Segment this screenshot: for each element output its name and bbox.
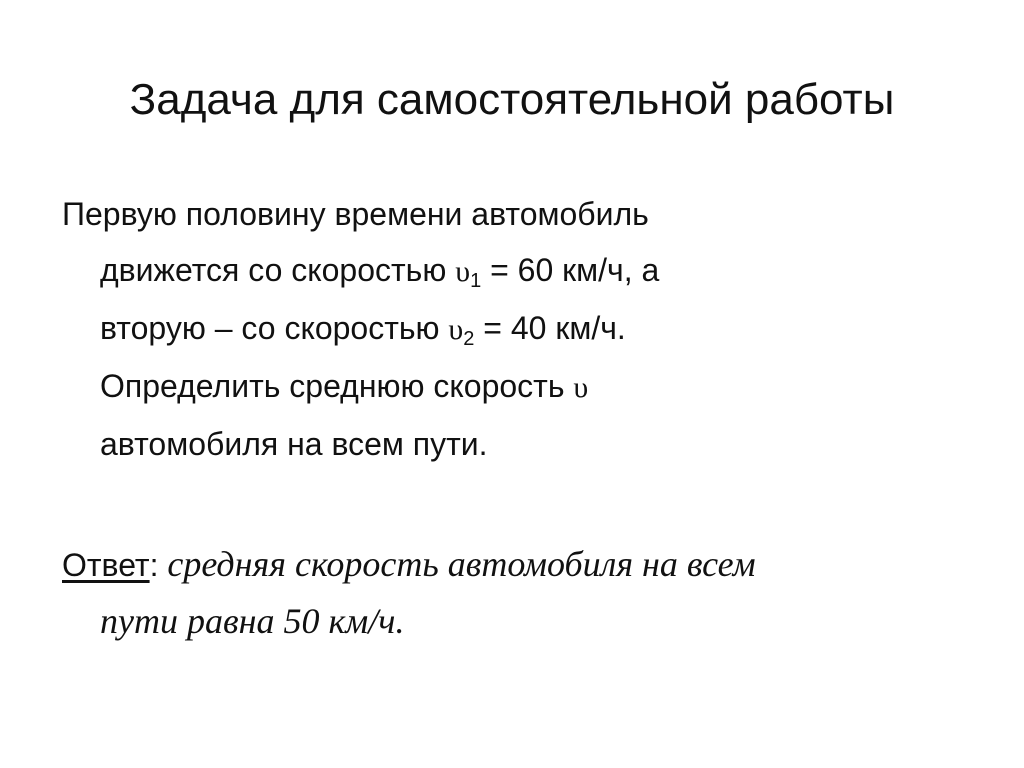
velocity-symbol-v1: υ [455, 255, 471, 288]
problem-line-1-text: Первую половину времени автомобиль [62, 196, 649, 232]
answer-text-line-1: средняя скорость автомобиля на всем [167, 544, 756, 584]
answer-label: Ответ [62, 547, 150, 583]
answer-block [62, 536, 962, 650]
problem-line-3 [62, 300, 962, 358]
problem-line-1 [62, 186, 962, 242]
problem-line-2 [62, 242, 962, 300]
problem-line-3-value: = 40 км/ч. [474, 310, 626, 346]
slide-title: Задача для самостоятельной работы [129, 75, 895, 124]
answer-line-2 [62, 593, 962, 650]
problem-line-5 [62, 416, 962, 472]
problem-line-3-text: вторую – со скоростью [100, 310, 449, 346]
problem-line-2-text: движется со скоростью [100, 252, 456, 288]
velocity-subscript-1: 1 [470, 270, 482, 292]
problem-line-5-text: автомобиля на всем пути. [100, 426, 488, 462]
answer-separator: : [149, 547, 168, 583]
answer-text-line-2: пути равна 50 км/ч. [100, 601, 405, 641]
problem-line-4-text: Определить среднюю скорость [100, 368, 574, 404]
answer-line-1 [62, 536, 962, 593]
velocity-subscript-2: 2 [463, 328, 475, 350]
problem-statement [62, 186, 962, 472]
velocity-symbol-v: υ [573, 371, 589, 404]
velocity-symbol-v2: υ [448, 313, 464, 346]
problem-line-4 [62, 358, 962, 416]
problem-line-2-value: = 60 км/ч, а [481, 252, 660, 288]
